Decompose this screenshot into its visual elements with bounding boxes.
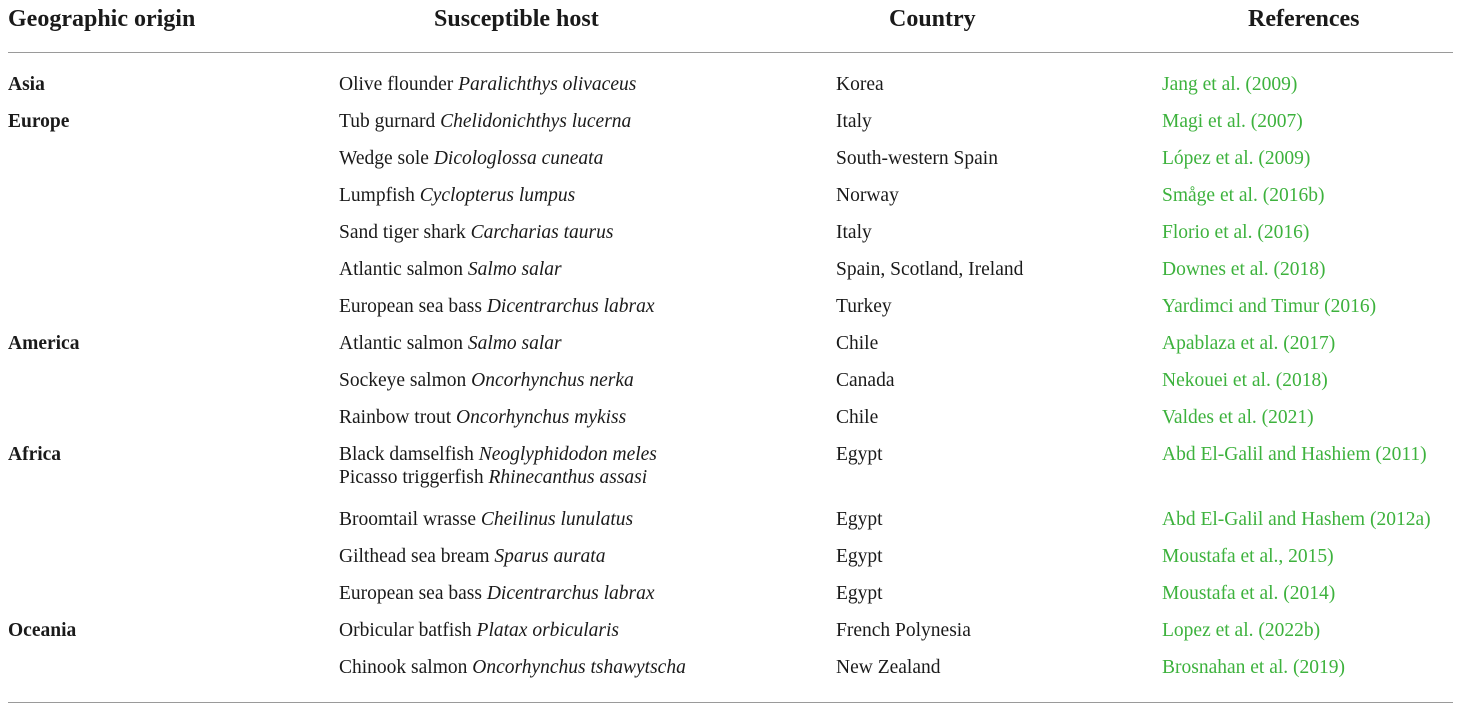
table-bottom-divider: [8, 702, 1453, 703]
reference-link[interactable]: Nekouei et al. (2018): [1162, 370, 1328, 391]
table-row: [0, 66, 1460, 103]
table-row: [0, 214, 1460, 251]
reference-link[interactable]: Valdes et al. (2021): [1162, 407, 1314, 428]
host-cell: [339, 575, 655, 603]
host-common-name: Tub gurnard: [339, 111, 436, 132]
table-row: [0, 436, 1460, 501]
host-common-name: Black damselfish: [339, 444, 474, 465]
table-body: [0, 66, 1460, 686]
host-scientific-name: Salmo salar: [467, 259, 562, 280]
country-cell: Canada: [836, 370, 895, 391]
host-entry: [339, 288, 655, 316]
host-cell: [339, 436, 657, 492]
header-divider: [8, 52, 1453, 53]
table-row: [0, 140, 1460, 177]
host-scientific-name: Dicentrarchus labrax: [486, 583, 655, 604]
country-cell: New Zealand: [836, 657, 941, 678]
country-cell: South-western Spain: [836, 148, 998, 169]
host-entry: [339, 214, 613, 242]
host-entry: [339, 436, 657, 464]
host-common-name: Olive flounder: [339, 74, 454, 95]
host-entry: [339, 649, 686, 677]
host-entry: [339, 140, 603, 168]
header-country: Country: [889, 6, 976, 32]
host-common-name: Sockeye salmon: [339, 370, 467, 391]
host-entry: [339, 66, 636, 94]
host-scientific-name: Oncorhynchus nerka: [471, 370, 634, 391]
host-scientific-name: Dicologlossa cuneata: [433, 148, 604, 169]
host-common-name: Lumpfish: [339, 185, 415, 206]
host-scientific-name: Oncorhynchus tshawytscha: [472, 657, 686, 678]
host-cell: [339, 177, 575, 205]
host-entry: [339, 538, 605, 566]
host-scientific-name: Neoglyphidodon meles: [478, 444, 657, 465]
host-scientific-name: Salmo salar: [467, 333, 562, 354]
host-entry: [339, 575, 655, 603]
host-scientific-name: Cyclopterus lumpus: [419, 185, 576, 206]
host-cell: [339, 362, 634, 390]
region-cell: America: [8, 333, 80, 354]
table-row: [0, 362, 1460, 399]
host-cell: [339, 612, 619, 640]
host-common-name: European sea bass: [339, 583, 482, 604]
table-header-row: [0, 0, 1460, 40]
host-common-name: Wedge sole: [339, 148, 429, 169]
reference-link[interactable]: Moustafa et al. (2014): [1162, 583, 1336, 604]
host-scientific-name: Cheilinus lunulatus: [480, 509, 634, 530]
host-cell: [339, 103, 631, 131]
country-cell: Spain, Scotland, Ireland: [836, 259, 1024, 280]
reference-link[interactable]: Moustafa et al., 2015): [1162, 546, 1334, 567]
host-entry: [339, 399, 626, 427]
host-scientific-name: Oncorhynchus mykiss: [456, 407, 627, 428]
host-common-name: Atlantic salmon: [339, 333, 464, 354]
country-cell: Egypt: [836, 583, 883, 604]
country-cell: French Polynesia: [836, 620, 971, 641]
region-cell: Africa: [8, 444, 62, 465]
host-entry: [339, 612, 619, 640]
host-cell: [339, 214, 613, 242]
header-susceptible-host: Susceptible host: [434, 6, 599, 32]
country-cell: Egypt: [836, 444, 883, 465]
host-common-name: Sand tiger shark: [339, 222, 466, 243]
reference-link[interactable]: Yardimci and Timur (2016): [1162, 296, 1377, 317]
host-cell: [339, 649, 686, 677]
table-row: [0, 103, 1460, 140]
region-cell: Asia: [8, 74, 45, 95]
country-cell: Egypt: [836, 509, 883, 530]
header-references: References: [1248, 6, 1360, 32]
host-entry: [339, 103, 631, 131]
reference-link[interactable]: Abd El-Galil and Hashem (2012a): [1162, 509, 1431, 530]
host-entry: [339, 177, 575, 205]
table-row: [0, 325, 1460, 362]
country-cell: Italy: [836, 222, 872, 243]
host-entry: [339, 362, 634, 390]
host-common-name: Rainbow trout: [339, 407, 452, 428]
country-cell: Italy: [836, 111, 872, 132]
host-scientific-name: Sparus aurata: [494, 546, 606, 567]
host-entry: [339, 251, 562, 279]
reference-link[interactable]: López et al. (2009): [1162, 148, 1311, 169]
host-cell: [339, 501, 633, 529]
host-scientific-name: Carcharias taurus: [470, 222, 614, 243]
reference-link[interactable]: Apablaza et al. (2017): [1162, 333, 1336, 354]
host-scientific-name: Platax orbicularis: [476, 620, 619, 641]
host-scientific-name: Rhinecanthus assasi: [488, 467, 648, 488]
header-geographic-origin: Geographic origin: [8, 6, 196, 32]
table-row: [0, 501, 1460, 538]
reference-link[interactable]: Abd El-Galil and Hashiem (2011): [1162, 444, 1427, 465]
host-cell: [339, 140, 603, 168]
host-entry: [339, 325, 562, 353]
table-row: [0, 649, 1460, 686]
country-cell: Turkey: [836, 296, 892, 317]
table-row: [0, 538, 1460, 575]
host-cell: [339, 66, 636, 94]
reference-link[interactable]: Lopez et al. (2022b): [1162, 620, 1321, 641]
country-cell: Egypt: [836, 546, 883, 567]
host-scientific-name: Paralichthys olivaceus: [458, 74, 637, 95]
table-row: [0, 177, 1460, 214]
table-row: [0, 251, 1460, 288]
host-common-name: Chinook salmon: [339, 657, 468, 678]
country-cell: Norway: [836, 185, 899, 206]
host-common-name: European sea bass: [339, 296, 482, 317]
host-entry: [339, 464, 657, 492]
reference-link[interactable]: Downes et al. (2018): [1162, 259, 1326, 280]
table-row: [0, 288, 1460, 325]
host-scientific-name: Dicentrarchus labrax: [486, 296, 655, 317]
host-entry: [339, 501, 633, 529]
host-cell: [339, 399, 626, 427]
reference-link[interactable]: Brosnahan et al. (2019): [1162, 657, 1346, 678]
host-scientific-name: Chelidonichthys lucerna: [440, 111, 632, 132]
host-cell: [339, 288, 655, 316]
host-cell: [339, 325, 562, 353]
reference-link[interactable]: Florio et al. (2016): [1162, 222, 1310, 243]
host-cell: [339, 251, 562, 279]
reference-link[interactable]: Magi et al. (2007): [1162, 111, 1303, 132]
reference-link[interactable]: Småge et al. (2016b): [1162, 185, 1325, 206]
table-row: [0, 575, 1460, 612]
host-common-name: Picasso triggerfish: [339, 467, 484, 488]
table-row: [0, 612, 1460, 649]
host-common-name: Atlantic salmon: [339, 259, 464, 280]
host-common-name: Broomtail wrasse: [339, 509, 477, 530]
host-common-name: Gilthead sea bream: [339, 546, 490, 567]
host-common-name: Orbicular batfish: [339, 620, 472, 641]
country-cell: Chile: [836, 407, 879, 428]
table-row: [0, 399, 1460, 436]
region-cell: Europe: [8, 111, 70, 132]
country-cell: Chile: [836, 333, 879, 354]
region-cell: Oceania: [8, 620, 77, 641]
country-cell: Korea: [836, 74, 884, 95]
reference-link[interactable]: Jang et al. (2009): [1162, 74, 1298, 95]
host-cell: [339, 538, 605, 566]
